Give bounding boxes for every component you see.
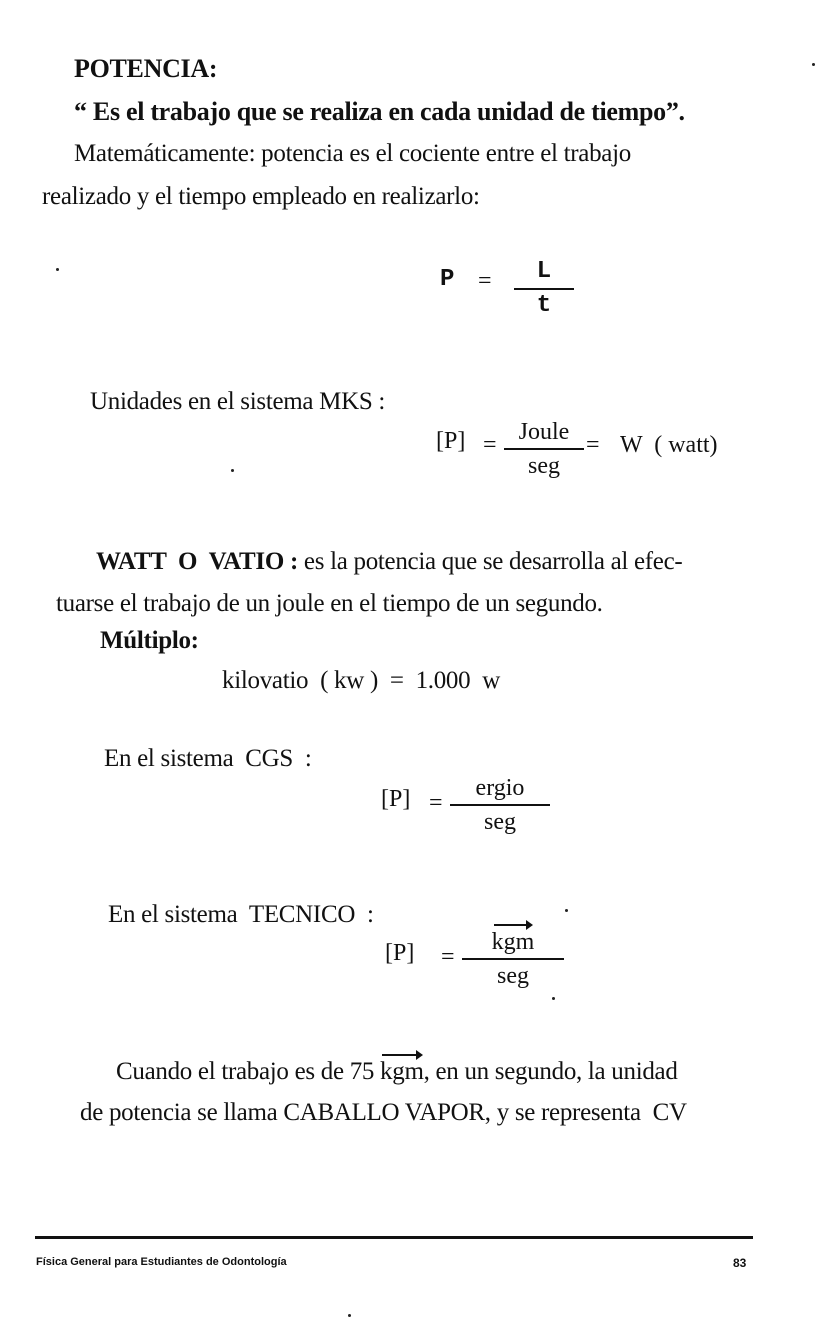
watt-definition-text: es la potencia que se desarrolla al efec- [297,548,683,575]
watt-definition-line-1 [96,548,682,576]
cgs-numerator: ergio [475,775,525,801]
scan-speck [565,909,568,912]
scan-speck [812,63,815,66]
cv-text-a: Cuando el trabajo es de 75 [116,1058,381,1085]
cv-line-2: de potencia se llama CABALLO VAPOR, y se representa CV [80,1099,687,1126]
fraction-bar [504,448,584,450]
watt-definition-line-2: tuarse el trabajo de un joule en el tiempo de un segundo. [56,590,603,617]
formula-main-numerator: L [536,258,552,285]
mks-numerator: Joule [518,419,570,445]
tecnico-lhs: [P] [385,940,415,966]
tecnico-numerator [462,928,564,956]
tecnico-denominator: seg [497,963,529,989]
cgs-label: En el sistema CGS : [104,745,312,772]
watt-term: WATT O VATIO : [96,548,298,575]
mks-result: W ( watt) [620,432,718,458]
definition-quote: “ Es el trabajo que se realiza en cada unidad de tiempo”. [74,97,685,126]
footer-rule [35,1236,753,1239]
section-heading: POTENCIA: [74,54,218,83]
scan-speck [348,1314,351,1317]
formula-main-equals: = [478,268,492,294]
cgs-denominator: seg [484,809,516,835]
cgs-equals: = [429,790,443,816]
footer-book-title: Física General para Estudiantes de Odontología [36,1256,287,1268]
mks-equals-2: = [586,432,600,458]
cgs-lhs: [P] [381,786,411,812]
cgs-fraction [450,774,550,836]
page-number: 83 [733,1256,747,1270]
scan-speck [231,469,234,472]
intro-line-2: realizado y el tiempo empleado en realizarlo: [42,183,480,210]
cv-line-1 [116,1058,678,1086]
tecnico-equals: = [441,944,455,970]
mks-equals: = [483,432,497,458]
vector-arrow-kgm: kgm [491,929,535,955]
scan-speck [552,997,555,1000]
mks-denominator: seg [528,453,560,479]
formula-main-lhs: P [440,266,455,293]
mks-label: Unidades en el sistema MKS : [90,388,386,415]
multiple-label: Múltiplo: [100,627,199,654]
fraction-bar [462,958,564,960]
mks-fraction [504,418,584,480]
fraction-bar [514,288,574,290]
mks-lhs: [P] [436,428,466,454]
kilowatt-formula: kilovatio ( kw ) = 1.000 w [222,667,500,694]
tecnico-fraction [462,928,564,990]
tecnico-label: En el sistema TECNICO : [108,901,374,928]
formula-main-fraction [514,258,574,320]
scan-speck [56,268,59,271]
intro-line-1: Matemáticamente: potencia es el cociente entre el trabajo [74,140,631,167]
cv-text-b: , en un segundo, la unidad [423,1058,678,1085]
fraction-bar [450,804,550,806]
formula-main-denominator: t [536,292,552,319]
vector-arrow-kgm: kgm [380,1058,424,1085]
